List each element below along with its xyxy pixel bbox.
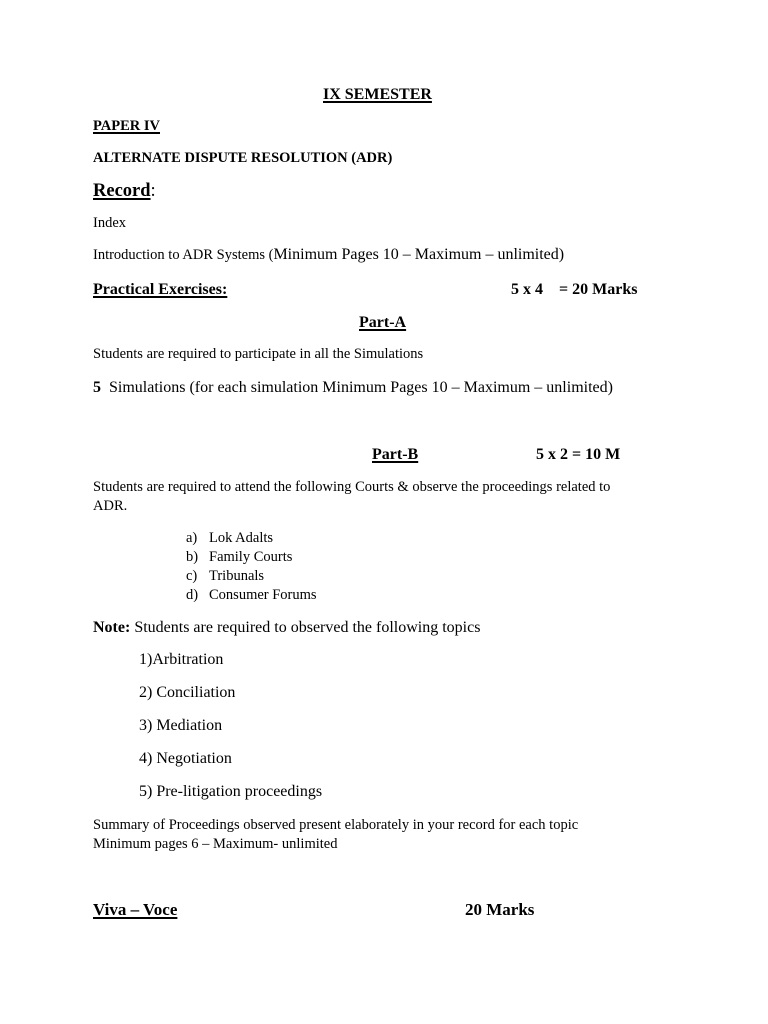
record-heading	[93, 182, 156, 201]
introduction-text: Introduction to ADR Systems (	[93, 247, 274, 263]
list-label: Family Courts	[209, 549, 293, 565]
list-item	[186, 569, 264, 584]
semester-heading: IX SEMESTER	[323, 86, 432, 103]
simulations-text: Simulations (for each simulation Minimum Pages 10 – Maximum – unlimited)	[109, 379, 613, 396]
part-b-marks: 5 x 2 = 10 M	[536, 446, 621, 463]
note-text: Students are required to observed the following topics	[130, 619, 481, 636]
subject-title: ALTERNATE DISPUTE RESOLUTION (ADR)	[93, 150, 393, 166]
part-b-heading: Part-B	[372, 446, 419, 463]
list-item	[186, 531, 273, 546]
list-marker: a)	[186, 530, 198, 546]
list-label: Tribunals	[209, 568, 265, 584]
part-a-heading: Part-A	[359, 314, 407, 331]
list-item	[186, 588, 317, 603]
record-index: Index	[93, 215, 127, 231]
note-label: Note:	[93, 619, 131, 636]
viva-voce-heading: Viva – Voce	[93, 900, 178, 919]
record-label: Record	[93, 181, 151, 201]
topic-item: 4) Negotiation	[139, 750, 232, 767]
topic-item: 1)Arbitration	[139, 651, 224, 668]
list-label: Consumer Forums	[209, 587, 317, 603]
topic-item: 2) Conciliation	[139, 684, 236, 701]
summary-line2: Minimum pages 6 – Maximum- unlimited	[93, 836, 338, 852]
introduction-pages: Minimum Pages 10 – Maximum – unlimited)	[273, 246, 565, 263]
simulations-count: 5	[93, 379, 101, 396]
record-colon: :	[150, 181, 156, 201]
list-marker: d)	[186, 587, 199, 603]
summary-line1: Summary of Proceedings observed present elaborately in your record for each topic	[93, 817, 579, 833]
practical-marks-total: = 20 Marks	[559, 281, 638, 298]
list-item	[186, 550, 292, 565]
part-b-instruction-line1: Students are required to attend the following Courts & observe the proceedings related to	[93, 479, 611, 495]
list-marker: c)	[186, 568, 198, 584]
note-line	[93, 620, 480, 636]
part-a-instruction: Students are required to participate in all the Simulations	[93, 346, 424, 362]
list-label: Lok Adalts	[209, 530, 274, 546]
viva-voce-marks: 20 Marks	[465, 900, 535, 919]
record-introduction	[93, 247, 564, 263]
simulations-line	[93, 380, 613, 396]
topic-item: 5) Pre-litigation proceedings	[139, 783, 323, 800]
practical-marks-formula: 5 x 4	[511, 281, 543, 298]
topic-item: 3) Mediation	[139, 717, 223, 734]
practical-marks	[511, 282, 637, 298]
paper-heading: PAPER IV	[93, 118, 160, 134]
list-marker: b)	[186, 549, 199, 565]
part-b-instruction-line2: ADR.	[93, 498, 128, 514]
practical-exercises-heading: Practical Exercises:	[93, 281, 228, 298]
